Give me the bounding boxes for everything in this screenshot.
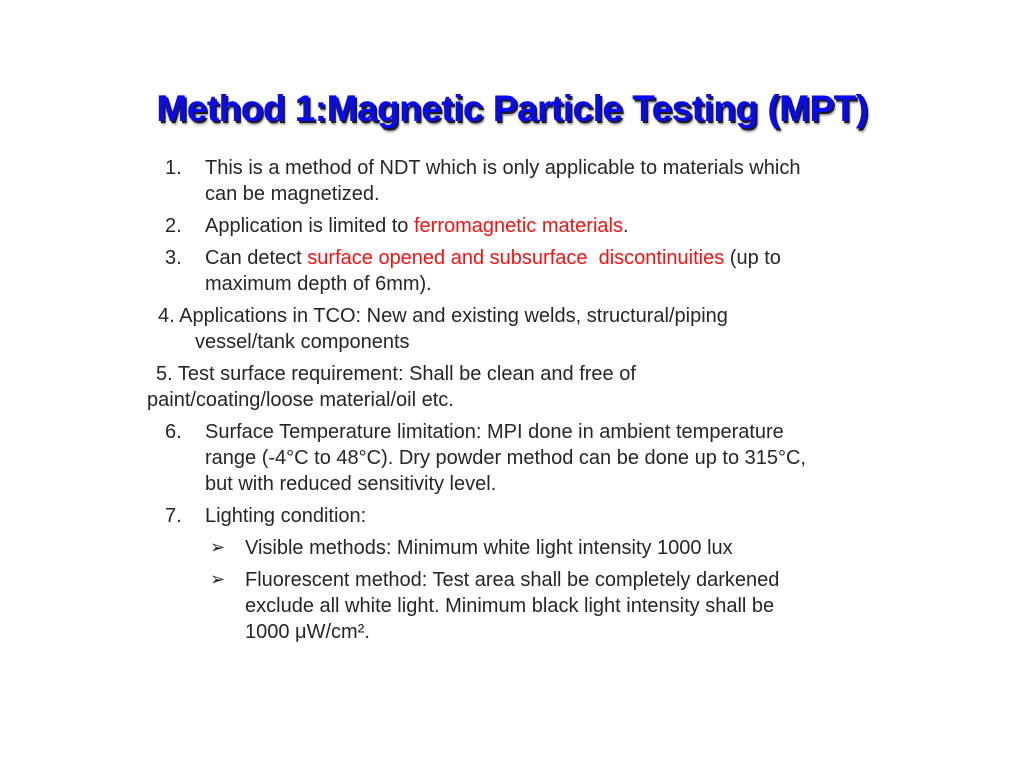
text-line: [147, 181, 905, 207]
text-segment: (up to: [724, 247, 781, 269]
text-line: [147, 271, 905, 297]
text-segment: This is a method of NDT which is only applicable to materials which: [205, 157, 801, 179]
text-segment: Application is limited to: [205, 215, 414, 237]
text-segment: Surface Temperature limitation: MPI done in ambient temperature: [205, 421, 784, 443]
slide-title: Method 1:Magnetic Particle Testing (MPT): [156, 88, 868, 129]
bullet-item: [147, 567, 905, 645]
list-item: [147, 213, 905, 239]
highlighted-text: surface opened and subsurface discontinuities: [307, 247, 725, 269]
text-line: [147, 567, 905, 593]
slide-body: [147, 155, 905, 651]
text-line: [147, 503, 905, 529]
text-line: [147, 387, 905, 413]
text-segment: 4. Applications in TCO: New and existing welds, structural/piping: [158, 305, 728, 327]
text-segment: .: [622, 215, 629, 237]
list-item: [147, 361, 905, 413]
list-number: 2.: [165, 215, 182, 237]
text-segment: but with reduced sensitivity level.: [205, 473, 497, 495]
text-line: [147, 471, 905, 497]
text-line: [147, 419, 905, 445]
text-line: [147, 155, 905, 181]
list-item: [147, 155, 905, 207]
arrow-bullet-icon: ➢: [210, 537, 226, 558]
text-segment: Can detect: [205, 247, 308, 269]
text-segment: Fluorescent method: Test area shall be completely darkened: [245, 569, 780, 591]
text-line: [147, 445, 905, 471]
text-segment: Lighting condition:: [205, 505, 367, 527]
text-segment: vessel/tank components: [195, 331, 410, 353]
text-line: [147, 213, 905, 239]
highlighted-text: ferromagnetic materials: [413, 215, 623, 237]
text-line: [147, 593, 905, 619]
list-item: [147, 303, 905, 355]
text-line: [147, 361, 905, 387]
list-item: [147, 419, 905, 497]
text-segment: paint/coating/loose material/oil etc.: [147, 389, 454, 411]
text-segment: maximum depth of 6mm).: [205, 273, 432, 295]
list-number: 7.: [165, 505, 182, 527]
text-segment: 5. Test surface requirement: Shall be clean and free of: [156, 363, 636, 385]
list-item: [147, 245, 905, 297]
text-segment: range (-4°C to 48°C). Dry powder method can be done up to 315°C,: [205, 447, 806, 469]
list-number: 1.: [165, 157, 182, 179]
bullet-item: [147, 535, 905, 561]
text-line: [147, 329, 905, 355]
text-segment: 1000 μW/cm².: [245, 621, 370, 643]
text-line: [147, 619, 905, 645]
list-number: 6.: [165, 421, 182, 443]
text-segment: exclude all white light. Minimum black light intensity shall be: [245, 595, 775, 617]
arrow-bullet-icon: ➢: [210, 569, 226, 590]
list-item: [147, 503, 905, 529]
text-line: [147, 535, 905, 561]
text-segment: Visible methods: Minimum white light intensity 1000 lux: [245, 537, 733, 559]
text-segment: can be magnetized.: [205, 183, 380, 205]
list-number: 3.: [165, 247, 182, 269]
text-line: [147, 303, 905, 329]
text-line: [147, 245, 905, 271]
